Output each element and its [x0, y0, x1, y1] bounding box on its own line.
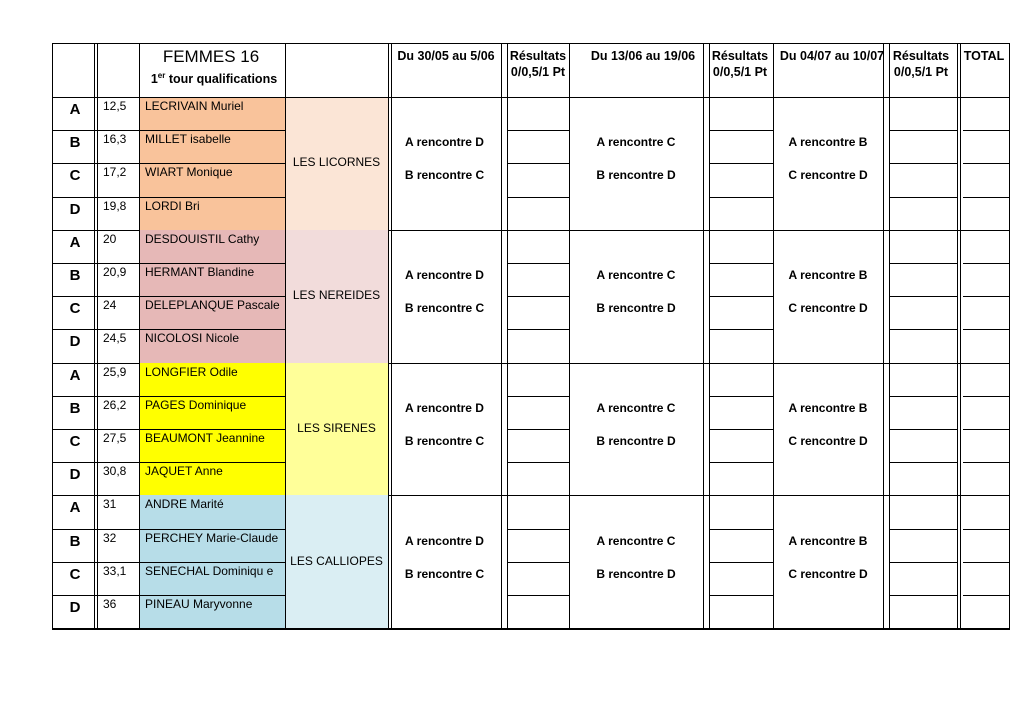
match-pair-second: B rencontre C	[404, 434, 485, 448]
match-pair-first: A rencontre B	[788, 135, 868, 150]
result-row-divider	[507, 562, 569, 563]
column-divider	[97, 44, 98, 629]
player-name: HERMANT Blandine	[145, 265, 255, 279]
player-handicap: 31	[103, 497, 117, 512]
player-name: LONGFIER Odile	[145, 364, 238, 379]
player-handicap: 27,5	[103, 431, 127, 445]
player-letter: D	[69, 599, 81, 616]
player-letter: A	[69, 233, 81, 251]
player-handicap: 17,2	[103, 165, 127, 180]
result-row-divider	[963, 462, 1009, 463]
player-handicap: 26,2	[103, 397, 127, 412]
result-row-divider	[889, 263, 957, 264]
player-handicap: 32	[103, 530, 117, 545]
result-row-divider	[963, 263, 1009, 264]
header-divider	[53, 97, 1009, 98]
player-handicap: 36	[103, 597, 117, 611]
match-pair-first: A rencontre C	[596, 268, 676, 282]
row-divider	[53, 263, 285, 264]
match-pair-second: B rencontre D	[596, 566, 676, 581]
column-divider	[285, 44, 286, 629]
column-divider	[388, 44, 389, 629]
result-row-divider	[709, 329, 773, 330]
match-pair-first: A rencontre D	[405, 135, 484, 150]
result-row-divider	[709, 396, 773, 397]
sheet-subtitle: 1er tour qualifications	[150, 71, 278, 87]
result-row-divider	[709, 429, 773, 430]
result-row-divider	[889, 595, 957, 596]
row-divider	[53, 396, 285, 397]
player-letter: C	[69, 565, 81, 583]
result-row-divider	[889, 163, 957, 164]
result-row-divider	[889, 529, 957, 530]
player-handicap: 33,1	[103, 563, 127, 578]
match-pair-first: A rencontre D	[405, 533, 484, 548]
result-row-divider	[507, 595, 569, 596]
result-row-divider	[709, 163, 773, 164]
result-row-divider	[889, 462, 957, 463]
player-letter: C	[69, 433, 81, 450]
match-pair-second: B rencontre C	[404, 168, 485, 183]
results-1-header: Résultats 0/0,5/1 Pt	[509, 49, 567, 79]
result-row-divider	[889, 429, 957, 430]
result-row-divider	[709, 462, 773, 463]
player-name: DESDOUISTIL Cathy	[145, 231, 260, 246]
player-handicap: 24	[103, 298, 117, 313]
result-row-divider	[507, 130, 569, 131]
column-divider	[883, 44, 884, 629]
result-row-divider	[963, 296, 1009, 297]
result-row-divider	[963, 329, 1009, 330]
row-divider	[53, 595, 285, 596]
row-divider	[53, 329, 285, 330]
player-letter: C	[69, 300, 81, 318]
team-name: LES SIRENES	[297, 421, 376, 435]
result-row-divider	[889, 329, 957, 330]
match-pair-first: A rencontre B	[788, 400, 868, 415]
result-row-divider	[963, 562, 1009, 563]
player-letter: A	[69, 499, 81, 517]
result-row-divider	[507, 263, 569, 264]
row-divider	[53, 130, 285, 131]
result-row-divider	[709, 296, 773, 297]
match-pair-second: B rencontre C	[404, 301, 485, 316]
column-divider	[501, 44, 502, 629]
column-divider	[569, 44, 570, 629]
player-name: NICOLOSI Nicole	[145, 331, 240, 346]
row-divider	[53, 462, 285, 463]
player-letter: B	[69, 532, 81, 550]
column-divider-inner	[960, 44, 961, 629]
result-row-divider	[709, 197, 773, 198]
result-row-divider	[963, 163, 1009, 164]
row-divider	[53, 163, 285, 164]
team-name: LES LICORNES	[292, 155, 381, 170]
result-row-divider	[507, 429, 569, 430]
player-name: LECRIVAIN Muriel	[145, 99, 244, 113]
result-row-divider	[963, 529, 1009, 530]
match-pair-second: B rencontre C	[404, 566, 485, 581]
result-row-divider	[889, 130, 957, 131]
team-divider	[53, 628, 1009, 629]
result-row-divider	[963, 429, 1009, 430]
player-name: PINEAU Maryvonne	[145, 597, 253, 611]
player-name: PERCHEY Marie-Claude	[145, 530, 279, 545]
match-pair-first: A rencontre D	[405, 400, 484, 415]
player-name: LORDI Bri	[145, 198, 200, 213]
player-name: JAQUET Anne	[145, 464, 223, 479]
result-row-divider	[709, 130, 773, 131]
match-pair-first: A rencontre D	[405, 268, 484, 282]
row-divider	[53, 562, 285, 563]
player-name: ANDRE Marité	[145, 497, 224, 512]
score-sheet	[52, 43, 1010, 630]
player-handicap: 16,3	[103, 132, 127, 147]
result-row-divider	[889, 296, 957, 297]
match-pair-second: B rencontre D	[596, 434, 676, 448]
result-row-divider	[507, 329, 569, 330]
match-pair-second: C rencontre D	[788, 301, 868, 316]
column-divider-inner	[391, 44, 392, 629]
player-handicap: 30,8	[103, 464, 127, 479]
player-handicap: 19,8	[103, 198, 127, 213]
player-handicap: 20	[103, 231, 117, 246]
player-name: DELEPLANQUE Pascale	[145, 298, 280, 313]
column-divider-inner	[507, 44, 508, 629]
result-row-divider	[507, 197, 569, 198]
column-divider-inner	[709, 44, 710, 629]
match-pair-first: A rencontre B	[788, 533, 868, 548]
period-1-header: Du 30/05 au 5/06	[397, 49, 495, 63]
row-divider	[53, 296, 285, 297]
player-handicap: 25,9	[103, 364, 127, 379]
player-letter: B	[69, 267, 81, 284]
result-row-divider	[889, 396, 957, 397]
player-handicap: 24,5	[103, 331, 127, 346]
match-pair-first: A rencontre C	[596, 400, 676, 415]
match-pair-second: C rencontre D	[788, 434, 868, 448]
result-row-divider	[507, 296, 569, 297]
column-divider-inner	[889, 44, 890, 629]
column-divider	[957, 44, 958, 629]
player-letter: B	[69, 399, 81, 417]
player-name: BEAUMONT Jeannine	[145, 431, 265, 445]
team-name: LES CALLIOPES	[290, 553, 383, 568]
match-pair-second: C rencontre D	[788, 168, 868, 183]
period-2-header: Du 13/06 au 19/06	[590, 49, 696, 63]
result-row-divider	[963, 197, 1009, 198]
player-name: MILLET isabelle	[145, 132, 231, 147]
player-letter: C	[69, 167, 81, 185]
result-row-divider	[709, 529, 773, 530]
result-row-divider	[507, 462, 569, 463]
player-letter: B	[69, 134, 81, 152]
player-letter: D	[69, 466, 81, 484]
column-divider	[703, 44, 704, 629]
player-letter: A	[69, 366, 81, 384]
result-row-divider	[709, 263, 773, 264]
result-row-divider	[507, 163, 569, 164]
match-pair-second: B rencontre D	[596, 301, 676, 316]
match-pair-second: C rencontre D	[788, 566, 868, 581]
player-letter: D	[69, 200, 81, 218]
match-pair-first: A rencontre C	[596, 135, 676, 150]
result-row-divider	[507, 529, 569, 530]
team-name: LES NEREIDES	[292, 288, 381, 303]
result-row-divider	[709, 595, 773, 596]
match-pair-first: A rencontre B	[788, 268, 868, 282]
player-handicap: 20,9	[103, 265, 127, 279]
row-divider	[53, 529, 285, 530]
result-row-divider	[963, 396, 1009, 397]
player-letter: A	[69, 101, 81, 118]
column-divider-inner	[94, 44, 95, 629]
result-row-divider	[889, 197, 957, 198]
player-name: PAGES Dominique	[145, 397, 247, 412]
total-header: TOTAL	[963, 49, 1005, 63]
result-row-divider	[507, 396, 569, 397]
column-divider	[139, 44, 140, 629]
result-row-divider	[963, 595, 1009, 596]
period-3-header: Du 04/07 au 10/07	[779, 49, 885, 63]
player-name: SENECHAL Dominiqu e	[145, 563, 274, 578]
player-handicap: 12,5	[103, 99, 127, 113]
row-divider	[53, 429, 285, 430]
row-divider	[53, 197, 285, 198]
results-3-header: Résultats 0/0,5/1 Pt	[892, 49, 950, 79]
result-row-divider	[709, 562, 773, 563]
result-row-divider	[963, 130, 1009, 131]
player-letter: D	[69, 333, 81, 351]
match-pair-second: B rencontre D	[596, 168, 676, 183]
column-divider	[773, 44, 774, 629]
result-row-divider	[889, 562, 957, 563]
results-2-header: Résultats 0/0,5/1 Pt	[711, 49, 769, 79]
sheet-title: FEMMES 16	[162, 47, 260, 66]
match-pair-first: A rencontre C	[596, 533, 676, 548]
player-name: WIART Monique	[145, 165, 233, 180]
